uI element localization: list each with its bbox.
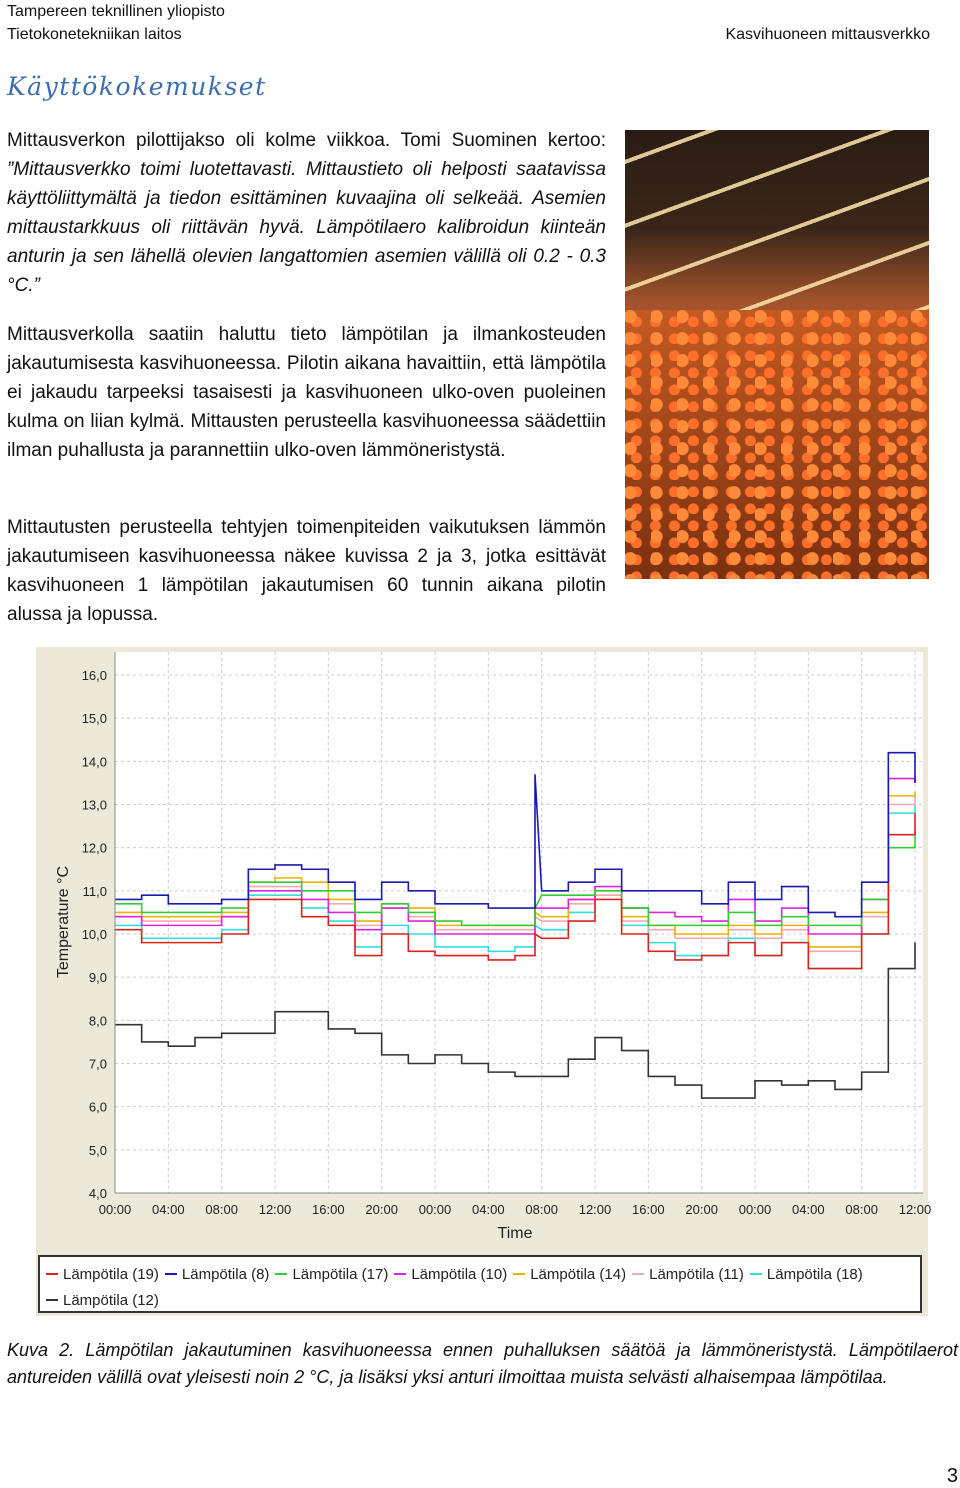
- x-tick-label: 12:00: [898, 1202, 932, 1217]
- greenhouse-photo: [625, 130, 929, 579]
- legend-label: Lämpötila (19): [63, 1265, 159, 1283]
- chart-legend: [38, 1255, 922, 1313]
- x-tick-label: 08:00: [525, 1202, 558, 1217]
- legend-swatch: [632, 1273, 644, 1275]
- y-tick-label: 11,0: [82, 883, 107, 899]
- x-tick-label: 12:00: [258, 1202, 292, 1217]
- x-axis-label: Time: [497, 1225, 533, 1242]
- y-axis-label: Temperature °C: [55, 865, 72, 979]
- legend-swatch: [46, 1273, 58, 1275]
- y-tick-label: 7,0: [88, 1056, 107, 1072]
- x-tick-label: 04:00: [472, 1202, 505, 1217]
- x-tick-label: 16:00: [632, 1202, 665, 1217]
- paragraph-2: Mittausverkolla saatiin haluttu tieto lämpötilan ja ilmankosteuden jakautumisesta kasvihuoneessa. Pilotin aikana havaittiin, että lämpötila ei jakaudu tarpeeksi tasaisesti ja kasvihuoneen ulko-oven puoleinen kulma on liian kylmä. Mittausten perusteella kasvihuoneessa säädettiin ilman puhallusta ja parannettiin ulko-oven lämmöneristystä.: [7, 324, 606, 461]
- greenhouse-flowers: [625, 310, 929, 579]
- x-tick-label: 04:00: [152, 1202, 185, 1217]
- legend-swatch: [513, 1273, 525, 1275]
- y-tick-label: 5,0: [88, 1142, 107, 1158]
- paragraph-3: Mittautusten perusteella tehtyjen toimenpiteiden vaikutuksen lämmön jakautumiseen kasvihuoneessa näkee kuvissa 2 ja 3, jotka esittävät kasvihuoneen 1 lämpötilan jakautumisen 60 tunnin aikana pilotin alussa ja lopussa.: [7, 517, 606, 625]
- legend-item: [513, 1261, 626, 1287]
- y-tick-label: 15,0: [81, 711, 107, 727]
- legend-item: [275, 1261, 388, 1287]
- paragraph-1-text: Mittausverkon pilottijakso oli kolme viikkoa. Tomi Suominen kertoo:: [7, 130, 606, 151]
- legend-label: Lämpötila (14): [530, 1265, 627, 1283]
- legend-label: Lämpötila (17): [292, 1265, 389, 1283]
- x-tick-label: 08:00: [205, 1202, 238, 1217]
- paragraph-1: [7, 126, 606, 300]
- page-number: 3: [946, 1465, 958, 1487]
- paragraph-1-quote: ”Mittausverkko toimi luotettavasti. Mittaustieto oli helposti saatavissa käyttöliittymältä ja tiedon esittäminen kuvaajina oli selkeää. Asemien mittaustarkkuus oli riittävän hyvä. Lämpötilaero kalibroidun kiinteän anturin ja sen lähellä olevien langattomien asemien välillä oli 0.2 - 0.3 °C.”: [7, 159, 606, 296]
- x-tick-label: 12:00: [578, 1202, 612, 1217]
- chart-plot: [36, 647, 932, 1253]
- y-tick-label: 10,0: [81, 927, 107, 942]
- y-tick-label: 9,0: [88, 970, 107, 986]
- header-document-title: Kasvihuoneen mittausverkko: [725, 26, 930, 43]
- legend-item: [632, 1261, 744, 1287]
- legend-swatch: [394, 1273, 406, 1275]
- y-tick-label: 8,0: [88, 1013, 107, 1029]
- greenhouse-lamps: [625, 130, 929, 310]
- x-tick-label: 20:00: [365, 1202, 398, 1217]
- legend-label: Lämpötila (10): [411, 1265, 508, 1283]
- x-tick-label: 00:00: [98, 1202, 132, 1217]
- header-department: Tietokonetekniikan laitos: [7, 26, 182, 43]
- legend-item: [46, 1287, 159, 1313]
- legend-item: [394, 1261, 507, 1287]
- y-tick-label: 16,0: [81, 668, 107, 683]
- legend-label: Lämpötila (12): [63, 1291, 159, 1309]
- header-university: Tampereen teknillinen yliopisto: [7, 3, 225, 20]
- x-tick-label: 04:00: [792, 1202, 825, 1217]
- legend-swatch: [275, 1273, 287, 1275]
- figure-caption: Kuva 2. Lämpötilan jakautuminen kasvihuoneessa ennen puhalluksen säätöä ja lämmöneristystä. Lämpötilaerot antureiden välillä ovat yleisesti noin 2 °C, ja lisäksi yksi anturi ilmoittaa muista selvästi alhaisempaa lämpötilaa.: [7, 1340, 958, 1387]
- legend-label: Lämpötila (11): [649, 1265, 744, 1283]
- x-tick-label: 08:00: [845, 1202, 878, 1217]
- legend-item: [165, 1261, 270, 1287]
- legend-item: [750, 1261, 863, 1287]
- legend-item: [46, 1261, 159, 1287]
- legend-swatch: [750, 1273, 762, 1275]
- legend-swatch: [165, 1273, 177, 1275]
- x-tick-label: 16:00: [312, 1202, 345, 1217]
- y-tick-label: 12,0: [81, 840, 107, 856]
- plot-area: [115, 652, 923, 1193]
- y-tick-label: 4,0: [88, 1186, 107, 1201]
- legend-label: Lämpötila (18): [766, 1265, 863, 1283]
- y-tick-label: 6,0: [88, 1099, 107, 1115]
- temperature-chart: [36, 647, 932, 1316]
- legend-swatch: [46, 1299, 58, 1301]
- legend-label: Lämpötila (8): [181, 1265, 270, 1283]
- y-tick-label: 13,0: [81, 797, 107, 813]
- x-tick-label: 00:00: [418, 1202, 452, 1217]
- section-title: Käyttökokemukset: [7, 72, 267, 101]
- x-tick-label: 00:00: [738, 1202, 772, 1217]
- x-tick-label: 20:00: [685, 1202, 718, 1217]
- y-tick-label: 14,0: [81, 754, 107, 770]
